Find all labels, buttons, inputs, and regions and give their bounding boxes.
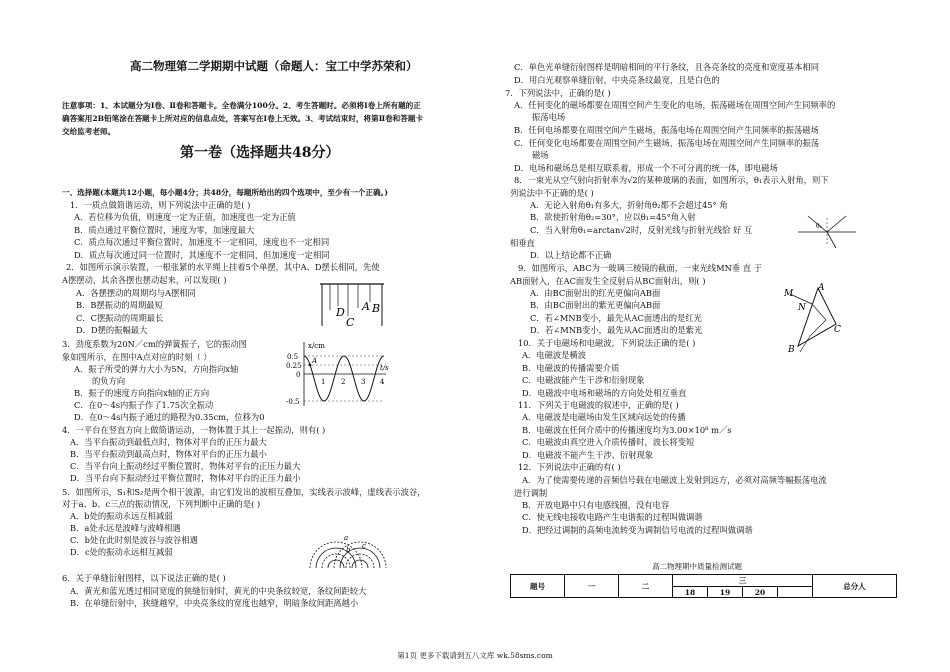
q8-option-d: D．以上结论都不正确 <box>530 250 612 260</box>
score-header-total: 总分人 <box>813 575 897 598</box>
q3-option-a-cont: 的负方向 <box>92 376 126 386</box>
pendulum-label-c: C <box>346 316 355 329</box>
q2-option-d: D．D摆的振幅最大 <box>76 325 148 335</box>
question-2-cont: A摆摆动，其余各摆也摆动起来，可以发现( ) <box>62 275 227 285</box>
xtick-1: 1 <box>321 378 326 386</box>
question-5-cont: 对于a、b、c三点的振动情况，下列判断中正确的是( ) <box>62 499 261 509</box>
q6-option-a: A．黄光和蓝光透过相同宽度的狭缝衍射时，黄光的中央条纹较宽，条纹间距较大 <box>70 586 367 596</box>
q1-option-b: B．质点通过平衡位置时，速度为零，加速度最大 <box>74 225 255 235</box>
q3-option-c: C．在0～4s内振子作了1.75次全振动 <box>74 400 214 410</box>
q11-option-d: D．电磁波不能产生干涉、衍射现象 <box>522 450 654 460</box>
q3-option-a: A．振子所受的弹力大小为5N，方向指向x轴 <box>74 364 239 374</box>
q7-option-c: C．任何变化电场都要在周围空间产生磁场，振荡电场在周围空间产生同频率的振荡 <box>514 138 820 148</box>
pendulum-label-b: B <box>372 302 381 315</box>
pendulum-figure <box>318 282 388 328</box>
q9-option-d: D．若∠MNB变小，最先从AC面透出的是紫光 <box>530 325 703 335</box>
q1-option-d: D．质点每次通过同一位置时，其速度不一定相同，但加速度一定相同 <box>74 250 330 260</box>
xtick-2: 2 <box>341 378 346 386</box>
wave-label-c: c <box>362 542 366 550</box>
q9-option-c: C．若∠MNB变小，最先从AC面透出的是红光 <box>530 313 702 323</box>
prism-figure <box>784 284 840 354</box>
prism-triangle <box>798 288 836 346</box>
q12-option-c: C．使无线电接收电路产生电谐振的过程叫做调谐 <box>522 512 703 522</box>
q4-option-b: B．当平台振动到最高点时，物体对平台的正压力最小 <box>70 449 267 459</box>
q7-option-b: B．任何电场都要在周围空间产生磁场，振荡电场在周围空间产生同频率的振荡磁场 <box>514 125 819 135</box>
q7-option-a: A．任何变化的磁场都要在周围空间产生变化的电场，振荡磁场在周围空间产生同频率的 <box>514 100 836 110</box>
notice-line-2: 确答案用2B铅笔涂在答题卡上所对应的信息点处，答案写在Ⅰ卷上无效。3、考试结束时，将第Ⅱ卷和答题卡 <box>62 114 424 123</box>
section-title: 第一卷（选择题共48分） <box>180 145 340 161</box>
ytick-0: 0 <box>296 371 301 379</box>
question-7: 7．下列说法中，正确的是( ) <box>505 88 611 98</box>
page-title: 高二物理第二学期期中试题（命题人：宝工中学苏荣和） <box>130 59 418 73</box>
q11-option-b: B．电磁波在任何介质中的传播速度均为3.00×10⁸ m／s <box>522 425 732 435</box>
q9-option-b: B．由BC面射出的紫光更偏向AB面 <box>530 300 661 310</box>
xtick-3: 3 <box>361 378 366 386</box>
q2-option-c: C．C摆振动的周期最长 <box>76 313 164 323</box>
score-sub-18: 18 <box>673 587 708 598</box>
q10-option-d: D．电磁波中电场和磁场的方向处处相互垂直 <box>522 388 687 398</box>
question-5: 5．如图所示，S₁和S₂是两个相干波源，由它们发出的波相互叠加，实线表示波峰，虚线表示波谷， <box>62 487 426 497</box>
question-2: 2．如图所示演示装置，一根张紧的水平绳上挂着5个单摆，其中A、D摆长相同，先使 <box>66 262 380 272</box>
question-8: 8．一束光从空气射向折射率为√2的某种玻璃的表面，如图所示，θ₁表示入射角，则下 <box>514 175 829 185</box>
q7-option-a-cont: 振荡电场 <box>532 112 566 122</box>
q1-option-a: A．若位移为负值，则速度一定为正值，加速度也一定为正值 <box>74 212 296 222</box>
section-heading: 一、选择题(本题共12小题，每小题4分；共48分，每题所给出的四个选项中，至少有一个正确。) <box>62 188 388 197</box>
interference-figure <box>300 522 396 570</box>
q6-option-b: B．在单缝衍射中，狭缝越窄，中央亮条纹的宽度也越窄，明暗条纹间距离越小 <box>70 598 359 608</box>
page-footer: 第1页 更多下载请到五八文库 wk.58sms.com <box>397 651 553 660</box>
point-a-label: A <box>312 357 318 365</box>
oscillation-graph <box>286 338 390 412</box>
y-axis-label: x/cm <box>308 342 325 350</box>
q8-option-c: C．当入射角θ₁=arctan√2时，反射光线与折射光线恰 好 互 <box>530 225 753 235</box>
notice-line-1: 注意事项：1、本试题分为Ⅰ卷、Ⅱ卷和答题卡。全卷满分100分。2、考生答题时。必须将Ⅰ卷上所有题的正 <box>62 101 421 110</box>
refraction-figure <box>798 212 856 250</box>
ytick-neg0.5: -0.5 <box>286 398 300 406</box>
q5-option-d: D．c处的振动永远相互减弱 <box>70 547 173 557</box>
q5-option-c: C．b处在此时刻是波谷与波谷相遇 <box>70 535 198 545</box>
q12-option-a-cont: 进行调制 <box>514 488 548 498</box>
score-sub-20: 20 <box>743 587 778 598</box>
prism-label-a: A <box>818 283 825 293</box>
ytick-0.5: 0.5 <box>287 353 299 361</box>
q1-option-c: C．质点每次通过平衡位置时，加速度不一定相同，速度也不一定相同 <box>74 237 330 247</box>
question-6: 6．关于单缝衍射图样，以下说法正确的是( ) <box>62 573 226 583</box>
prism-label-c: C <box>834 325 841 335</box>
wave-label-b: b <box>346 546 351 554</box>
q9-option-a: A．由BC面射出的红光更偏向AB面 <box>530 288 661 298</box>
q5-option-b: B．a处永远是波峰与波峰相遇 <box>70 523 181 533</box>
xtick-4: 4 <box>380 378 385 386</box>
q12-option-b: B．开放电路中只有电感线圈，没有电容 <box>522 500 670 510</box>
question-12: 12．下列说法中正确的有( ) <box>518 462 621 472</box>
notice-line-3: 交给监考老师。 <box>62 127 116 136</box>
score-header-2: 二 <box>619 575 673 598</box>
q7-option-d: D．电场和磁场总是相互联系着，形成一个不可分离的统一体，即电磁场 <box>514 163 778 173</box>
question-3-cont: 象如图所示，在图中A点对应的时刻（ ） <box>62 352 212 362</box>
q6-option-d: D．用白光观察单缝衍射，中央亮条纹最宽，且是白色的 <box>514 75 720 85</box>
question-10: 10．关于电磁场和电磁波，下列说法正确的是( ) <box>518 338 696 348</box>
pendulum-label-d: D <box>336 306 345 319</box>
q10-option-a: A．电磁波是横波 <box>522 350 587 360</box>
score-sub-19: 19 <box>708 587 743 598</box>
q10-option-c: C．电磁波能产生干涉和衍射现象 <box>522 375 645 385</box>
q8-option-a: A．无论入射角θ₁有多大，折射角θ₂都不会超过45° 角 <box>530 200 728 210</box>
point-a-marker <box>309 364 312 367</box>
q12-option-d: D．把经过调制的高频电流转变为调制信号电流的过程叫做调谐 <box>522 525 753 535</box>
q5-option-a: A．b处的振动永远互相减弱 <box>70 511 173 521</box>
question-1: 1．一质点做简谐运动，则下列说法中正确的是( ) <box>70 200 251 210</box>
q4-option-a: A．当平台振动到最低点时，物体对平台的正压力最大 <box>70 437 267 447</box>
score-header-tihao: 题号 <box>511 575 565 598</box>
score-sub-blank <box>778 587 813 598</box>
score-table-caption: 高二物理期中质量检测试题 <box>652 562 742 571</box>
refracted-ray <box>827 232 836 248</box>
question-4: 4．一平台在竖直方向上做简谐运动，一物体置于其上一起振动，则有( ) <box>62 425 326 435</box>
prism-label-n: N <box>798 303 806 313</box>
q7-option-c-cont: 磁场 <box>532 150 549 160</box>
score-header-3: 三 <box>673 575 813 587</box>
q4-option-c: C．当平台向上振动经过平衡位置时，物体对平台的正压力最大 <box>70 461 301 471</box>
pendulum-label-a: A <box>362 300 370 313</box>
q2-option-a: A．各摆摆动的周期均与A摆相同 <box>76 288 196 298</box>
score-table <box>510 574 897 598</box>
wave-label-a: a <box>344 534 349 542</box>
question-9: 9．如图所示，ABC为一玻璃三棱镜的截面，一束光线MN垂 直 于 <box>518 263 763 273</box>
prism-label-b: B <box>788 345 795 355</box>
question-11: 11．下列关于电磁波的叙述中，正确的是( ) <box>518 400 679 410</box>
q2-option-b: B．B摆振动的周期最短 <box>76 300 163 310</box>
theta1-label: θ₁ <box>816 223 823 230</box>
q10-option-b: B．电磁波的传播需要介质 <box>522 363 620 373</box>
q12-option-a: A．为了使需要传递的音频信号载在电磁波上发射到远方，必须对高频等幅振荡电流 <box>522 475 827 485</box>
q11-option-c: C．电磁波由真空进入介质传播时，波长将变短 <box>522 437 695 447</box>
reflected-ray <box>827 216 846 232</box>
score-header-1: 一 <box>565 575 619 598</box>
q3-option-b: B．振子的速度方向指向x轴的正方向 <box>74 388 210 398</box>
q8-option-b: B．欲使折射角θ₂=30°，应以θ₁=45°角入射 <box>530 212 696 222</box>
q6-option-c: C．单色光单缝衍射图样是明暗相间的平行条纹，且各亮条纹的亮度和宽度基本相同 <box>514 62 820 72</box>
q3-option-d: D．在0～4s内振子通过的路程为0.35cm，位移为0 <box>74 412 265 422</box>
question-8-cont: 列说法中不正确的是( ) <box>510 188 594 198</box>
q11-option-a: A．电磁波是电磁场由发生区域向远处的传播 <box>522 412 686 422</box>
question-9-cont: AB面射入，在AC面发生全反射后从BC面射出，则( ) <box>510 276 706 286</box>
x-axis-label: t/s <box>380 364 389 372</box>
ytick-0.25: 0.25 <box>286 362 302 370</box>
q4-option-d: D．当平台向下振动经过平衡位置时，物体对平台的正压力最小 <box>70 473 301 483</box>
question-3: 3．劲度系数为20N／cm的弹簧振子，它的振动图 <box>62 339 247 349</box>
q8-option-c-cont: 相垂直 <box>510 238 535 248</box>
prism-label-m: M <box>784 289 794 299</box>
